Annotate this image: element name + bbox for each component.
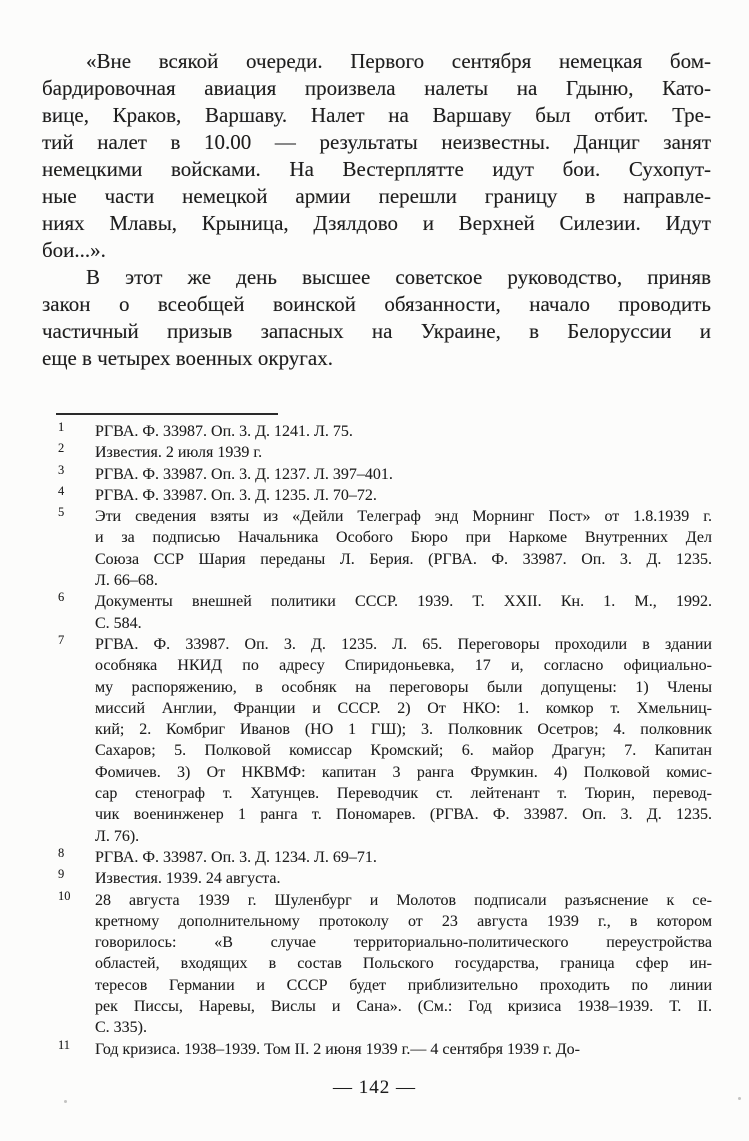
text-line: Год кризиса. 1938–1939. Том II. 2 июня 1939 г.— 4 сентября 1939 г. До- (95, 1040, 580, 1058)
text-line: РГВА. Ф. 33987. Оп. 3. Д. 1235. Л. 65. Переговоры проходили в здании (95, 635, 712, 653)
text-line: РГВА. Ф. 33987. Оп. 3. Д. 1237. Л. 397–401. (95, 465, 393, 483)
text-line: Документы внешней политики СССР. 1939. Т. XXII. Кн. 1. М., 1992. (95, 593, 712, 611)
footnote-number: 11 (58, 1037, 71, 1052)
scan-speck (738, 1097, 741, 1100)
footnote (58, 485, 712, 506)
text-line: му распоряжению, в особняк на переговоры были допущены: 1) Члены (95, 678, 712, 696)
text-line: ниях Млавы, Крыница, Дзялдово и Верхней Силезии. Идут (42, 211, 711, 235)
text-line: рек Писсы, Наревы, Вислы и Сана». (См.: Год кризиса 1938–1939. Т. II. (95, 998, 712, 1016)
footnote-number: 6 (58, 590, 65, 605)
text-line: кретному дополнительному протоколу от 23 августа 1939 г., в котором (95, 912, 712, 930)
footnote-text (95, 506, 712, 591)
text-line: бои...». (42, 238, 106, 262)
text-line: немецкими войсками. На Вестерплятте идут бои. Сухопут- (42, 157, 711, 181)
footnote (58, 442, 712, 463)
footnote-number: 8 (58, 845, 65, 860)
scan-speck (64, 1100, 67, 1103)
text-line: 28 августа 1939 г. Шуленбург и Молотов подписали разъяснение к се- (95, 891, 712, 909)
text-line: Л. 66–68. (95, 572, 158, 590)
paragraph (42, 48, 711, 264)
text-line: говорилось: «В случае территориально-политического переустройства (95, 934, 712, 952)
text-line: тересов Германии и СССР будет приблизительно проходить по линии (95, 976, 712, 994)
footnote (58, 591, 712, 634)
text-line: особняка НКИД по адресу Спиридоньевка, 17 и, согласно официально- (95, 657, 712, 675)
text-line: миссий Англии, Франции и СССР. 2) От НКО: 1. комкор т. Хмельниц- (95, 699, 712, 717)
text-line: С. 584. (95, 614, 142, 632)
text-line: и за подписью Начальника Особого Бюро при Наркоме Внутренних Дел (95, 529, 712, 547)
text-line: Союза ССР Шария переданы Л. Берия. (РГВА. Ф. 33987. Оп. 3. Д. 1235. (95, 550, 712, 568)
footnote (58, 506, 712, 591)
main-text (42, 48, 711, 372)
text-line: сар стенограф т. Хатунцев. Переводчик ст. лейтенант т. Тюрин, перевод- (95, 785, 712, 803)
footnote-number: 5 (58, 505, 65, 520)
footnote (58, 868, 712, 889)
text-line: ные части немецкой армии перешли границу в направле- (42, 184, 711, 208)
footnote-text (95, 890, 712, 1039)
footnote-number: 2 (58, 441, 65, 456)
footnote-number: 1 (58, 420, 65, 434)
footnote (58, 890, 712, 1039)
text-line: Л. 76). (95, 827, 140, 845)
text-line: «Вне всякой очереди. Первого сентября немецкая бом- (86, 49, 711, 73)
footnote-separator-rule (56, 413, 278, 415)
text-line: еще в четырех военных округах. (42, 346, 333, 370)
footnotes-section (58, 421, 712, 1060)
footnote-text (95, 485, 712, 506)
text-line: бардировочная авиация произвела налеты на Гдыню, Като- (42, 76, 711, 100)
footnote-text (95, 591, 712, 634)
paragraph (42, 264, 711, 372)
footnote-text (95, 634, 712, 847)
text-line: Эти сведения взяты из «Дейли Телеграф энд Морнинг Пост» от 1.8.1939 г. (95, 508, 712, 526)
footnote-number: 7 (58, 632, 65, 647)
text-line: РГВА. Ф. 33987. Оп. 3. Д. 1234. Л. 69–71. (95, 848, 377, 866)
text-line: закон о всеобщей воинской обязанности, начало проводить (42, 292, 711, 316)
text-line: В этот же день высшее советское руководство, приняв (86, 265, 711, 289)
footnote-number: 9 (58, 867, 65, 882)
text-line: кий; 2. Комбриг Иванов (НО 1 ГШ); 3. Полковник Осетров; 4. полковник (95, 721, 712, 739)
footnote-text (95, 442, 712, 463)
text-line: РГВА. Ф. 33987. Оп. 3. Д. 1241. Л. 75. (95, 423, 353, 440)
footnote-text (95, 847, 712, 868)
footnote-text (95, 868, 712, 889)
footnote-text (95, 1039, 712, 1060)
text-line: Фомичев. 3) От НКВМФ: капитан 3 ранга Фрумкин. 4) Полковой комис- (95, 763, 712, 781)
footnote (58, 847, 712, 868)
page-number: — 142 — (333, 1077, 416, 1098)
footnote (58, 1039, 712, 1060)
text-line: РГВА. Ф. 33987. Оп. 3. Д. 1235. Л. 70–72. (95, 486, 377, 504)
text-line: частичный призыв запасных на Украине, в Белоруссии и (42, 319, 711, 343)
text-line: тий налет в 10.00 — результаты неизвестны. Данциг занят (42, 130, 711, 154)
text-line: областей, входящих в состав Польского государства, граница сфер ин- (95, 955, 712, 973)
text-line: Известия. 1939. 24 августа. (95, 870, 281, 888)
footnote-text (95, 464, 712, 485)
footnote (58, 464, 712, 485)
footnote (58, 421, 712, 442)
footnote-number: 10 (58, 888, 71, 903)
footnote (58, 634, 712, 847)
text-line: вице, Краков, Варшаву. Налет на Варшаву был отбит. Тре- (42, 103, 711, 127)
text-line: чик военинженер 1 ранга т. Пономарев. (РГВА. Ф. 33987. Оп. 3. Д. 1235. (95, 806, 712, 824)
text-line: С. 335). (95, 1019, 147, 1037)
footnote-number: 3 (58, 462, 65, 477)
footnote-number: 4 (58, 483, 65, 498)
footnote-text (95, 421, 712, 442)
text-line: Сахаров; 5. Полковой комиссар Кромский; 6. майор Драгун; 7. Капитан (95, 742, 712, 760)
text-line: Известия. 2 июля 1939 г. (95, 444, 263, 462)
